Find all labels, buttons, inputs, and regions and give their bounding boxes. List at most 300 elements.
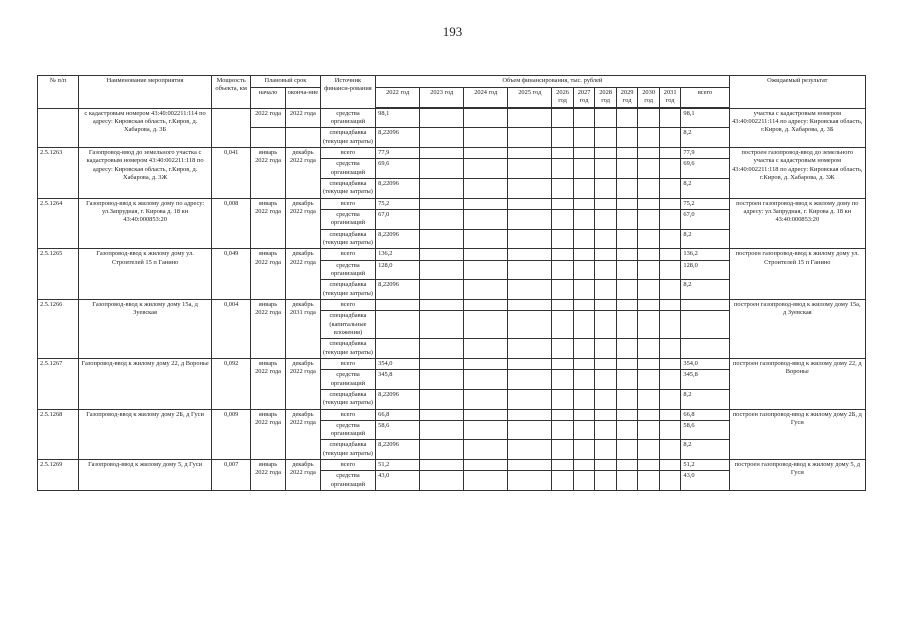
value-empty (420, 198, 464, 209)
header-year: 2030 год (638, 88, 660, 108)
row-source: средства организаций (320, 209, 375, 229)
row-number: 2.5.1269 (38, 460, 79, 491)
row-name: Газопровод-ввод к жилому дому 2Б, д Гуси (78, 409, 211, 460)
value-2022: 43,0 (376, 471, 420, 491)
row-start (251, 128, 286, 148)
value-2022: 75,2 (376, 198, 420, 209)
value-empty (595, 299, 617, 310)
value-empty (616, 471, 638, 491)
row-number: 2.5.1265 (38, 249, 79, 300)
value-empty (638, 370, 660, 390)
value-empty (464, 358, 508, 369)
table-row (38, 358, 866, 369)
row-result: участка с кадастровым номером 43:40:002211:114 по адресу: Кировская область, г.Киров, д. Хабарова, д. 3Б (729, 108, 865, 147)
value-empty (595, 358, 617, 369)
row-number: 2.5.1267 (38, 358, 79, 409)
value-empty (616, 311, 638, 339)
value-empty (464, 370, 508, 390)
value-empty (595, 409, 617, 420)
value-empty (595, 389, 617, 409)
value-empty (420, 299, 464, 310)
value-2022: 354,0 (376, 358, 420, 369)
row-capacity: 0,049 (212, 249, 251, 300)
value-empty (464, 471, 508, 491)
value-empty (573, 409, 595, 420)
value-empty (638, 147, 660, 158)
value-empty (552, 370, 574, 390)
value-empty (464, 440, 508, 460)
value-empty (573, 178, 595, 198)
row-number: 2.5.1268 (38, 409, 79, 460)
row-capacity: 0,092 (212, 358, 251, 409)
value-empty (552, 358, 574, 369)
row-capacity: 0,004 (212, 299, 251, 358)
header-volume: Объем финансирования, тыс. рублей (376, 76, 729, 88)
value-empty (552, 280, 574, 300)
value-2022: 8,22096 (376, 440, 420, 460)
value-2022: 8,22096 (376, 178, 420, 198)
value-2022: 67,0 (376, 209, 420, 229)
value-total: 98,1 (681, 108, 729, 128)
header-result: Ожидаемый результат (729, 76, 865, 109)
value-2022: 98,1 (376, 108, 420, 128)
value-total: 43,0 (681, 471, 729, 491)
header-year: 2023 год (420, 88, 464, 108)
value-empty (552, 249, 574, 260)
value-empty (552, 108, 574, 128)
value-empty (659, 260, 681, 280)
value-empty (659, 198, 681, 209)
value-total: 75,2 (681, 198, 729, 209)
row-result: построен газопровод-ввод до земельного участка с кадастровым номером 43:40:002211:118 по адресу: Кировская область, г.Киров, д. Хабарова, д. 3Ж (729, 147, 865, 198)
value-empty (420, 229, 464, 249)
value-empty (616, 299, 638, 310)
value-empty (616, 249, 638, 260)
value-empty (464, 209, 508, 229)
value-empty (508, 128, 552, 148)
value-empty (595, 159, 617, 179)
value-empty (616, 147, 638, 158)
value-empty (508, 260, 552, 280)
value-empty (616, 370, 638, 390)
value-total (681, 311, 729, 339)
value-empty (420, 339, 464, 359)
value-empty (464, 420, 508, 440)
row-start: 2022 года (251, 108, 286, 128)
row-start: январь 2022 года (251, 299, 286, 358)
value-empty (464, 147, 508, 158)
value-total: 8,2 (681, 178, 729, 198)
value-empty (573, 358, 595, 369)
row-end: 2022 года (285, 108, 320, 128)
value-empty (638, 209, 660, 229)
value-2022: 128,0 (376, 260, 420, 280)
value-empty (464, 280, 508, 300)
value-empty (420, 147, 464, 158)
value-empty (420, 460, 464, 471)
value-empty (595, 260, 617, 280)
value-empty (616, 128, 638, 148)
table-row (38, 460, 866, 471)
value-empty (573, 440, 595, 460)
value-empty (420, 108, 464, 128)
value-empty (659, 339, 681, 359)
value-empty (420, 260, 464, 280)
row-end: декабрь 2022 года (285, 358, 320, 409)
value-empty (616, 108, 638, 128)
value-empty (508, 471, 552, 491)
value-empty (638, 108, 660, 128)
value-empty (659, 311, 681, 339)
header-period: Плановый срок (251, 76, 321, 88)
value-empty (638, 249, 660, 260)
row-source: спецнадбавка (капитальные вложения) (320, 311, 375, 339)
header-source: Источник финанси-рования (320, 76, 375, 109)
value-total: 8,2 (681, 128, 729, 148)
row-name: Газопровод-ввод к жилому дому 5, д Гуси (78, 460, 211, 491)
value-empty (508, 198, 552, 209)
value-empty (420, 471, 464, 491)
value-empty (595, 440, 617, 460)
row-source: средства организаций (320, 420, 375, 440)
row-start: январь 2022 года (251, 358, 286, 409)
value-empty (464, 389, 508, 409)
value-empty (616, 440, 638, 460)
value-2022: 8,22096 (376, 128, 420, 148)
row-source: средства организаций (320, 108, 375, 128)
value-2022 (376, 299, 420, 310)
value-empty (616, 389, 638, 409)
row-source: спецнадбавка (текущие затраты) (320, 339, 375, 359)
value-empty (616, 260, 638, 280)
value-empty (595, 147, 617, 158)
value-empty (420, 311, 464, 339)
value-empty (508, 299, 552, 310)
row-capacity: 0,041 (212, 147, 251, 198)
value-empty (659, 420, 681, 440)
value-empty (659, 460, 681, 471)
value-2022: 8,22096 (376, 280, 420, 300)
value-total (681, 299, 729, 310)
row-source: средства организаций (320, 471, 375, 491)
value-empty (638, 299, 660, 310)
value-empty (595, 249, 617, 260)
value-empty (552, 471, 574, 491)
row-start: январь 2022 года (251, 147, 286, 198)
row-source: спецнадбавка (текущие затраты) (320, 128, 375, 148)
row-capacity: 0,008 (212, 198, 251, 249)
table-row (38, 299, 866, 310)
row-result: построен газопровод-ввод к жилому дому 2Б, д Гуси (729, 409, 865, 460)
value-empty (638, 420, 660, 440)
row-name: Газопровод-ввод к жилому дому 22, д Воронье (78, 358, 211, 409)
value-empty (616, 198, 638, 209)
value-empty (638, 389, 660, 409)
value-total (681, 339, 729, 359)
value-empty (616, 460, 638, 471)
value-empty (552, 159, 574, 179)
header-total: всего (681, 88, 729, 108)
value-empty (420, 159, 464, 179)
row-name: Газопровод-ввод до земельного участка с кадастровым номером 43:40:002211:118 по адресу: Кировская область, г.Киров, д. Хабарова, д. 3Ж (78, 147, 211, 198)
value-empty (508, 147, 552, 158)
value-empty (573, 128, 595, 148)
value-empty (595, 420, 617, 440)
value-empty (420, 280, 464, 300)
row-start: январь 2022 года (251, 249, 286, 300)
value-2022: 51,2 (376, 460, 420, 471)
row-end: декабрь 2022 года (285, 198, 320, 249)
value-2022: 69,6 (376, 159, 420, 179)
value-empty (638, 311, 660, 339)
value-2022: 8,22096 (376, 229, 420, 249)
value-empty (573, 198, 595, 209)
row-number: 2.5.1264 (38, 198, 79, 249)
value-empty (659, 128, 681, 148)
value-empty (659, 299, 681, 310)
value-empty (573, 209, 595, 229)
value-empty (616, 209, 638, 229)
table-row (38, 249, 866, 260)
value-2022: 66,8 (376, 409, 420, 420)
row-end: декабрь 2022 года (285, 460, 320, 491)
table-row (38, 198, 866, 209)
row-number (38, 108, 79, 147)
value-empty (420, 370, 464, 390)
value-empty (659, 159, 681, 179)
table-row (38, 147, 866, 158)
value-empty (595, 178, 617, 198)
value-empty (638, 440, 660, 460)
row-start: январь 2022 года (251, 460, 286, 491)
value-empty (595, 280, 617, 300)
value-total: 58,6 (681, 420, 729, 440)
value-empty (464, 409, 508, 420)
value-empty (659, 409, 681, 420)
value-empty (508, 420, 552, 440)
value-empty (659, 358, 681, 369)
row-source: всего (320, 299, 375, 310)
value-total: 67,0 (681, 209, 729, 229)
value-2022 (376, 339, 420, 359)
row-source: средства организаций (320, 370, 375, 390)
value-empty (573, 420, 595, 440)
row-result: построен газопровод-ввод к жилому дому 15а, д Зуевская (729, 299, 865, 358)
value-empty (552, 178, 574, 198)
value-empty (616, 229, 638, 249)
row-number: 2.5.1263 (38, 147, 79, 198)
value-2022: 77,9 (376, 147, 420, 158)
row-source: всего (320, 198, 375, 209)
value-empty (552, 229, 574, 249)
row-start: январь 2022 года (251, 198, 286, 249)
table-body (38, 108, 866, 490)
value-empty (508, 339, 552, 359)
row-capacity: 0,009 (212, 409, 251, 460)
row-result: построен газопровод-ввод к жилому дому ул. Строителей 15 п Ганино (729, 249, 865, 300)
value-empty (420, 249, 464, 260)
value-total: 354,0 (681, 358, 729, 369)
value-empty (659, 471, 681, 491)
value-empty (616, 420, 638, 440)
value-empty (552, 260, 574, 280)
value-empty (552, 147, 574, 158)
row-name: Газопровод-ввод к жилому дому ул. Строителей 15 п Ганино (78, 249, 211, 300)
row-end: декабрь 2022 года (285, 249, 320, 300)
value-empty (638, 460, 660, 471)
value-empty (573, 460, 595, 471)
row-source: всего (320, 249, 375, 260)
value-empty (464, 460, 508, 471)
value-empty (659, 108, 681, 128)
header-name: Наименование мероприятия (78, 76, 211, 109)
value-empty (638, 260, 660, 280)
value-empty (638, 339, 660, 359)
value-empty (420, 389, 464, 409)
value-empty (464, 108, 508, 128)
value-empty (508, 409, 552, 420)
value-empty (464, 249, 508, 260)
table-row (38, 108, 866, 128)
row-source: спецнадбавка (текущие затраты) (320, 280, 375, 300)
row-number: 2.5.1266 (38, 299, 79, 358)
value-empty (552, 209, 574, 229)
value-empty (552, 440, 574, 460)
row-source: всего (320, 409, 375, 420)
value-empty (573, 339, 595, 359)
row-end: декабрь 2022 года (285, 147, 320, 198)
value-empty (595, 229, 617, 249)
value-total: 66,8 (681, 409, 729, 420)
row-end (285, 128, 320, 148)
value-empty (464, 339, 508, 359)
value-empty (573, 147, 595, 158)
value-total: 136,2 (681, 249, 729, 260)
value-empty (464, 229, 508, 249)
value-empty (638, 280, 660, 300)
row-source: средства организаций (320, 260, 375, 280)
table-row (38, 409, 866, 420)
row-end: декабрь 2031 года (285, 299, 320, 358)
value-empty (573, 108, 595, 128)
value-empty (508, 178, 552, 198)
value-empty (659, 389, 681, 409)
value-empty (508, 311, 552, 339)
header-year: 2029 год (616, 88, 638, 108)
row-source: спецнадбавка (текущие затраты) (320, 229, 375, 249)
value-empty (508, 159, 552, 179)
value-empty (508, 108, 552, 128)
value-2022 (376, 311, 420, 339)
value-empty (595, 198, 617, 209)
value-empty (573, 311, 595, 339)
row-name: Газопровод-ввод к жилому дому 15а, д Зуевская (78, 299, 211, 358)
value-empty (464, 178, 508, 198)
value-empty (573, 370, 595, 390)
header-year: 2028 год (595, 88, 617, 108)
header-capacity: Мощность объекта, км (212, 76, 251, 109)
value-empty (552, 198, 574, 209)
value-empty (573, 249, 595, 260)
value-empty (595, 471, 617, 491)
value-empty (464, 128, 508, 148)
value-empty (464, 260, 508, 280)
value-empty (508, 249, 552, 260)
value-empty (659, 440, 681, 460)
value-empty (420, 409, 464, 420)
value-empty (616, 358, 638, 369)
value-empty (420, 209, 464, 229)
value-empty (464, 198, 508, 209)
value-empty (508, 229, 552, 249)
value-empty (508, 280, 552, 300)
value-empty (508, 440, 552, 460)
value-total: 8,2 (681, 280, 729, 300)
row-name: Газопровод-ввод к жилому дому по адресу: ул.Запрудная, г. Кирова д. 18 кн 43:40:000853:20 (78, 198, 211, 249)
value-empty (552, 339, 574, 359)
row-source: спецнадбавка (текущие затраты) (320, 178, 375, 198)
value-empty (659, 370, 681, 390)
value-empty (638, 229, 660, 249)
row-capacity: 0,007 (212, 460, 251, 491)
row-source: всего (320, 147, 375, 158)
value-empty (508, 370, 552, 390)
value-empty (573, 280, 595, 300)
row-name: с кадастровым номером 43:40:002211:114 по адресу: Кировская область, г.Киров, д. Хабарова, д. 3Б (78, 108, 211, 147)
value-empty (573, 471, 595, 491)
value-empty (638, 471, 660, 491)
header-year: 2027 год (573, 88, 595, 108)
header-year: 2025 год (508, 88, 552, 108)
header-year: 2022 год (376, 88, 420, 108)
value-empty (552, 128, 574, 148)
value-empty (420, 128, 464, 148)
value-empty (552, 389, 574, 409)
value-empty (659, 209, 681, 229)
value-empty (552, 409, 574, 420)
header-year: 2031 год (659, 88, 681, 108)
value-2022: 345,8 (376, 370, 420, 390)
header-end: оконча-ние (285, 88, 320, 109)
row-end: декабрь 2022 года (285, 409, 320, 460)
value-empty (420, 178, 464, 198)
value-empty (616, 280, 638, 300)
value-2022: 58,6 (376, 420, 420, 440)
value-total: 69,6 (681, 159, 729, 179)
value-empty (616, 409, 638, 420)
value-empty (659, 178, 681, 198)
value-empty (420, 440, 464, 460)
value-empty (659, 280, 681, 300)
value-empty (464, 299, 508, 310)
row-source: спецнадбавка (текущие затраты) (320, 440, 375, 460)
value-empty (573, 159, 595, 179)
value-empty (659, 249, 681, 260)
value-empty (616, 159, 638, 179)
row-source: всего (320, 460, 375, 471)
value-total: 345,8 (681, 370, 729, 390)
header-year: 2026 год (552, 88, 574, 108)
row-source: спецнадбавка (текущие затраты) (320, 389, 375, 409)
value-empty (638, 358, 660, 369)
value-total: 128,0 (681, 260, 729, 280)
value-empty (638, 128, 660, 148)
value-empty (552, 460, 574, 471)
financing-table (37, 75, 866, 491)
value-empty (638, 159, 660, 179)
value-empty (508, 358, 552, 369)
header-start: начало (251, 88, 286, 109)
